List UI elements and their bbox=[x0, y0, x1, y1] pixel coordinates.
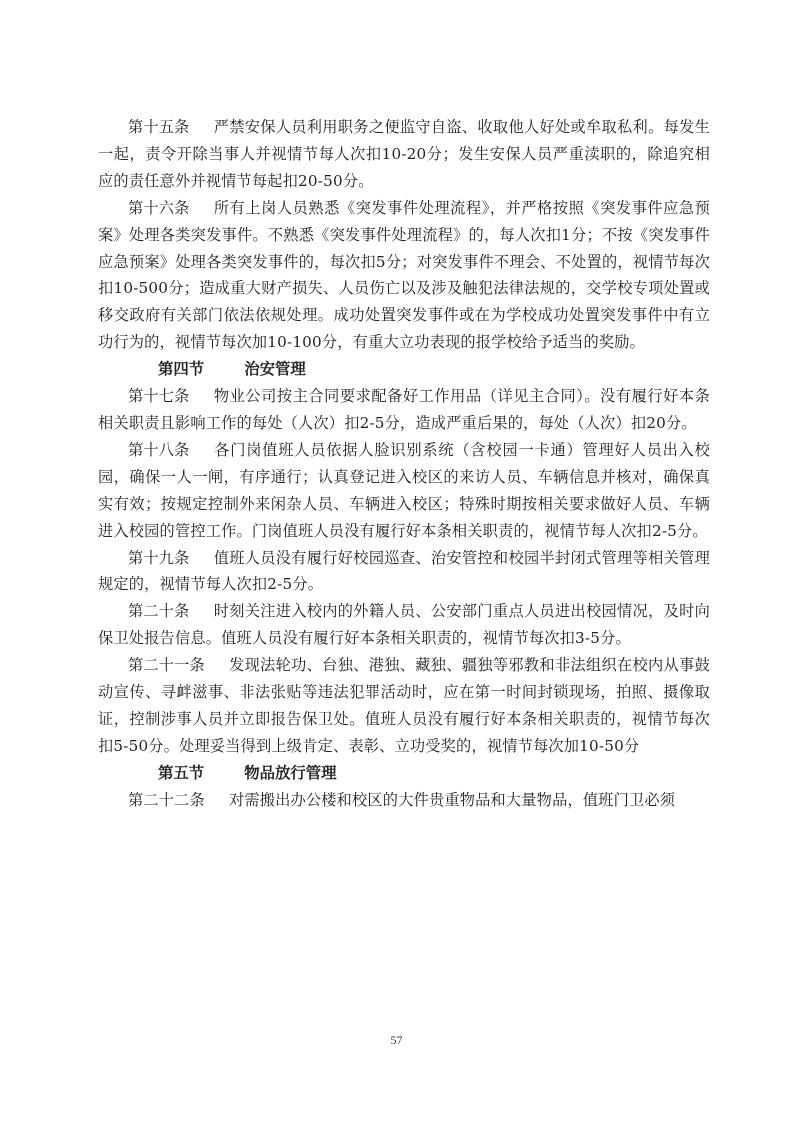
article-number: 第十八条 bbox=[128, 440, 190, 459]
article-text: 各门岗值班人员依据人脸识别系统（含校园一卡通）管理好人员出入校园，确保一人一闸，有序通行；认真登记进入校区的来访人员、车辆信息并核对，确保真实有效；按规定控制外来闲杂人员、车辆进入校区；特殊时期按相关要求做好人员、车辆进入校园的管控工作。门岗值班人员没有履行好本条相关职责的，视情节每人次扣2-5分。 bbox=[98, 440, 710, 540]
article-text: 发现法轮功、台独、港独、藏独、疆独等邪教和非法组织在校内从事鼓动宣传、寻衅滋事、非法张贴等违法犯罪活动时，应在第一时间封锁现场，拍照、摄像取证，控制涉事人员并立即报告保卫处。值班人员没有履行好本条相关职责的，视情节每次扣5-50分。处理妥当得到上级肯定、表彰、立功受奖的，视情节每次加10-50分 bbox=[98, 656, 710, 755]
section-number: 第四节 bbox=[158, 360, 205, 379]
article-text: 所有上岗人员熟悉《突发事件处理流程》，并严格按照《突发事件应急预案》处理各类突发事件。不熟悉《突发事件处理流程》的，每人次扣1分；不按《突发事件应急预案》处理各类突发事件的，每次扣5分；对突发事件不理会、不处置的，视情节每次扣10-500分；造成重大财产损失、人员伤亡以及涉及触犯法律法规的，交学校专项处置或移交政府有关部门依法依规处理。成功处置突发事件或在为学校成功处置突发事件中有立功行为的，视情节每次加10-100分，有重大立功表现的报学校给予适当的奖励。 bbox=[98, 198, 710, 352]
article-number: 第十六条 bbox=[128, 198, 190, 217]
article-text: 时刻关注进入校内的外籍人员、公安部门重点人员进出校园情况，及时向保卫处报告信息。值班人员没有履行好本条相关职责的，视情节每次扣3-5分。 bbox=[98, 602, 710, 648]
article-number: 第十九条 bbox=[128, 548, 190, 567]
page-number: 57 bbox=[390, 1033, 403, 1047]
article-text: 物业公司按主合同要求配备好工作用品（详见主合同）。没有履行好本条相关职责且影响工作的每处（人次）扣2-5分，造成严重后果的，每处（人次）扣20分。 bbox=[98, 387, 710, 432]
article-20 bbox=[98, 598, 710, 652]
section-title: 治安管理 bbox=[244, 360, 306, 379]
article-text: 值班人员没有履行好校园巡查、治安管控和校园半封闭式管理等相关管理规定的，视情节每人次扣2-5分。 bbox=[98, 548, 710, 594]
article-19 bbox=[98, 545, 710, 599]
article-number: 第十五条 bbox=[128, 118, 190, 136]
section-title: 物品放行管理 bbox=[244, 763, 337, 782]
article-number: 第十七条 bbox=[128, 387, 190, 406]
section-heading-5 bbox=[98, 760, 710, 787]
article-17 bbox=[98, 383, 710, 437]
article-number: 第二十二条 bbox=[128, 790, 205, 809]
article-18 bbox=[98, 437, 710, 545]
article-22 bbox=[98, 787, 710, 814]
page-content bbox=[98, 114, 710, 814]
article-text: 对需搬出办公楼和校区的大件贵重物品和大量物品，值班门卫必须 bbox=[228, 790, 676, 809]
article-21 bbox=[98, 652, 710, 760]
article-16 bbox=[98, 195, 710, 356]
article-text: 严禁安保人员利用职务之便监守自盗、收取他人好处或牟取私利。每发生一起，责令开除当事人并视情节每人次扣10-20分；发生安保人员严重渎职的，除追究相应的责任意外并视情节每起扣20-50分。 bbox=[98, 118, 710, 190]
article-15 bbox=[98, 114, 710, 195]
section-heading-4 bbox=[98, 356, 710, 383]
section-number: 第五节 bbox=[158, 763, 205, 782]
article-number: 第二十条 bbox=[128, 602, 190, 621]
article-number: 第二十一条 bbox=[128, 656, 205, 675]
